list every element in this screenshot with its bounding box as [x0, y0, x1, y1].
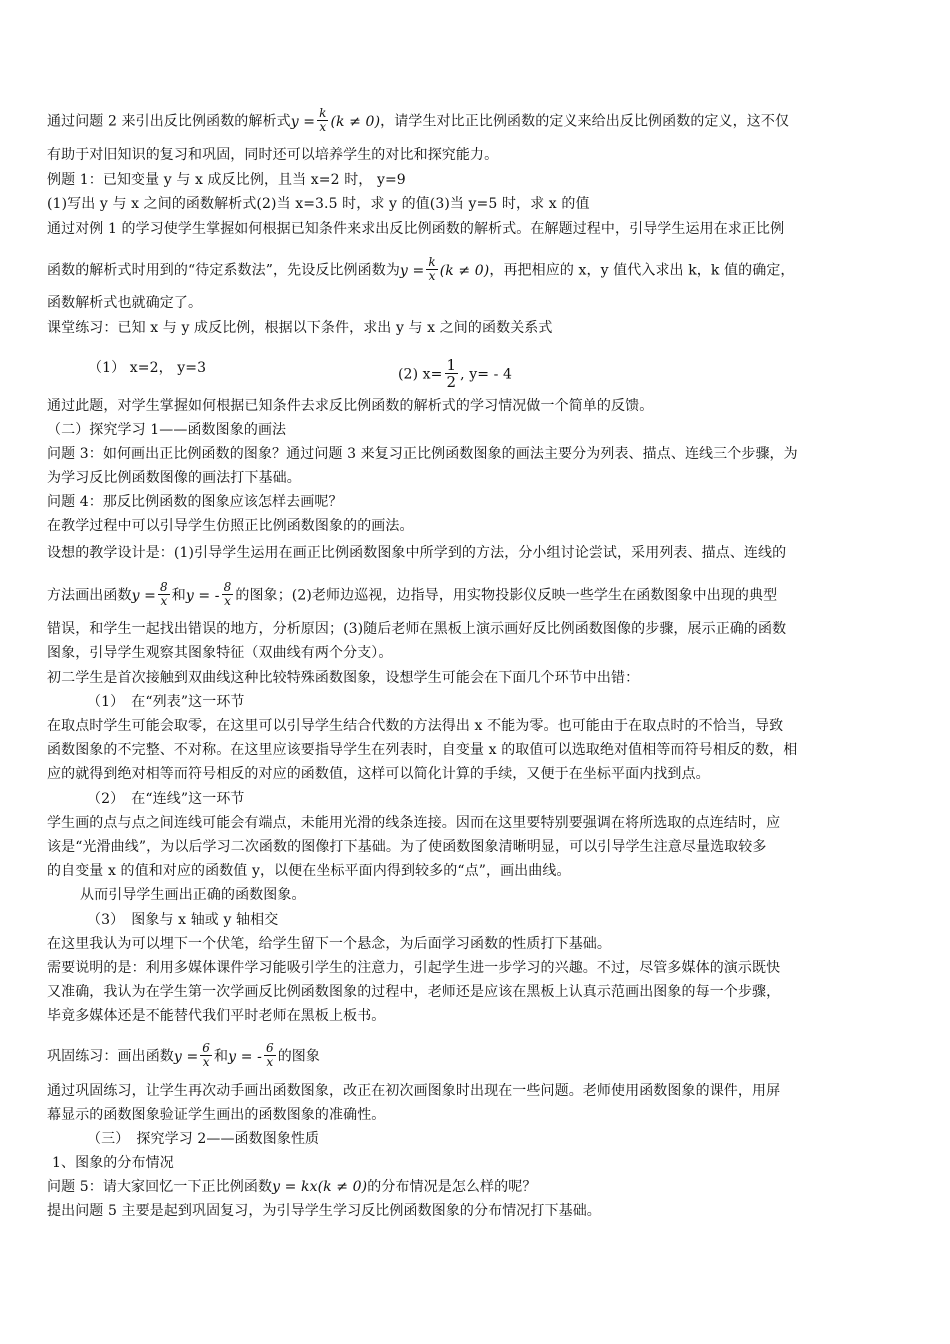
formula-6-over-x [173, 1041, 214, 1069]
paragraph-line: 在这里我认为可以埋下一个伏笔，给学生留下一个悬念，为后面学习函数的性质打下基础。 [47, 936, 611, 952]
paragraph-line: 在取点时学生可能会取零，在这里可以引导学生结合代数的方法得出 x 不能为零。也可能由于在取点时的不恰当，导致 [47, 718, 784, 734]
paragraph-line: 从而引导学生画出正确的函数图象。 [80, 887, 306, 903]
fraction-numerator: 8 [223, 580, 232, 594]
formula-lhs: y = [131, 587, 156, 604]
formula-8-over-x [131, 580, 172, 608]
fraction-numerator: 6 [265, 1041, 274, 1055]
paragraph-line: 错误，和学生一起找出错误的地方，分析原因；(3)随后老师在黑板上演示画好反比例函数图像的步骤，展示正确的函数 [47, 621, 787, 637]
practice-item-1: （1） x=2， y=3 [88, 360, 207, 376]
formula-lhs: y = [173, 1048, 199, 1065]
direct-proportion-formula: y = kx(k ≠ 0) [272, 1179, 368, 1195]
text-run: 问题 5：请大家回忆一下正比例函数 [47, 1179, 273, 1195]
formula-minus-6-over-x [228, 1041, 278, 1069]
step-heading-2: （2） 在“连线”这一环节 [87, 791, 245, 807]
text-run: 通过问题 2 来引出反比例函数的解析式 [47, 113, 291, 130]
text-run: (2) x= [398, 366, 443, 383]
formula-lhs: y = - [228, 1048, 262, 1065]
text-run: 方法画出函数 [47, 587, 132, 604]
text-run: 的图象；(2)老师边巡视，边指导，用实物投影仪反映一些学生在函数图象中出现的典型 [235, 587, 778, 604]
step-heading-1: （1） 在“列表”这一环节 [87, 694, 245, 710]
question-4: 问题 4：那反比例函数的图象应该怎样去画呢？ [47, 494, 343, 510]
paragraph-line: 需要说明的是：利用多媒体课件学习能吸引学生的注意力，引起学生进一步学习的兴趣。不过，尽管多媒体的演示既快 [47, 960, 781, 976]
paragraph-line: 在教学过程中可以引导学生仿照正比例函数图象的的画法。 [47, 518, 414, 534]
fraction-numerator: 1 [446, 356, 457, 374]
fraction [200, 1042, 212, 1069]
text-run: 和 [214, 1048, 229, 1065]
fraction-denominator: x [224, 594, 231, 608]
text-run: ，请学生对比正比例函数的定义来给出反比例函数的定义，这不仅 [380, 113, 790, 130]
formula-lhs: y = [399, 262, 425, 279]
section-heading: （二）探究学习 1——函数图象的画法 [47, 422, 287, 438]
paragraph-line: 通过此题，对学生掌握如何根据已知条件去求反比例函数的解析式的学习情况做一个简单的反馈。 [47, 398, 654, 414]
fraction [426, 256, 437, 283]
paragraph-line: 提出问题 5 主要是起到巩固复习，为引导学生学习反比例函数图象的分布情况打下基础。 [47, 1203, 601, 1219]
fraction-denominator: 2 [446, 373, 457, 391]
example-questions: (1)写出 y 与 x 之间的函数解析式(2)当 x=3.5 时，求 y 的值(3)当 y=5 时，求 x 的值 [47, 196, 590, 212]
practice-item-2 [398, 356, 698, 391]
fraction-numerator: 8 [160, 580, 168, 594]
paragraph-line: 函数图象的不完整、不对称。在这里应该要指导学生在列表时，自变量 x 的取值可以选取绝对值相等而符号相反的数，相 [47, 742, 798, 758]
text-run: 巩固练习：画出函数 [47, 1048, 174, 1065]
paragraph-line: 学生画的点与点之间连线可能会有端点，未能用光滑的线条连接。因而在这里要特别要强调在将所选取的点连结时，应 [47, 815, 781, 831]
paragraph-line: 有助于对旧知识的复习和巩固，同时还可以培养学生的对比和探究能力。 [47, 147, 499, 163]
step-heading-3: （3） 图象与 x 轴或 y 轴相交 [87, 912, 279, 928]
fraction-denominator: x [266, 1055, 274, 1069]
paragraph-line: 图象，引导学生观察其图象特征（双曲线有两个分支）。 [47, 645, 393, 661]
fraction [158, 581, 170, 608]
subsection-heading: 1、图象的分布情况 [52, 1155, 174, 1171]
inverse-formula [290, 106, 381, 134]
fraction-numerator: k [428, 255, 436, 269]
fraction-denominator: x [428, 269, 436, 283]
formula-minus-8-over-x [185, 580, 236, 608]
fraction-numerator: k [319, 106, 327, 120]
text-run: 函数的解析式时用到的“待定系数法”，先设反比例函数为 [47, 262, 400, 279]
paragraph-line: 又准确，我认为在学生第一次学画反比例函数图象的过程中，老师还是应该在黑板上认真示范画出图象的每一个步骤， [47, 984, 781, 1000]
formula-condition: (k ≠ 0) [439, 262, 490, 279]
text-run: , y= - 4 [460, 366, 513, 383]
paragraph-line [47, 255, 907, 283]
fraction-denominator: x [160, 594, 168, 608]
fraction-denominator: x [202, 1055, 210, 1069]
fraction-denominator: x [319, 120, 327, 134]
section-heading: （三） 探究学习 2——函数图象性质 [87, 1131, 320, 1147]
paragraph-line: 设想的教学设计是：(1)引导学生运用在画正比例函数图象中所学到的方法，分小组讨论尝试，采用列表、描点、连线的 [47, 545, 787, 561]
text-run: ，再把相应的 x，y 值代入求出 k，k 值的确定， [489, 262, 795, 279]
paragraph-line: 为学习反比例函数图像的画法打下基础。 [47, 470, 301, 486]
paragraph-line: 问题 3：如何画出正比例函数的图象？通过问题 3 来复习正比例函数图象的画法主要分为列表、描点、连线三个步骤，为 [47, 446, 798, 462]
paragraph-line: 初二学生是首次接触到双曲线这种比较特殊函数图象，设想学生可能会在下面几个环节中出错： [47, 670, 640, 686]
formula-lhs: y = - [185, 587, 220, 604]
fraction [222, 581, 234, 608]
paragraph-line: 该是“光滑曲线”，为以后学习二次函数的图像打下基础。为了使函数图象清晰明显，可以引导学生注意尽量选取较多 [47, 839, 767, 855]
example-title: 例题 1：已知变量 y 与 x 成反比例，且当 x=2 时， y=9 [47, 172, 406, 188]
fraction-numerator: 6 [202, 1041, 211, 1055]
formula-lhs: y = [290, 113, 316, 130]
paragraph-line: 毕竟多媒体还是不能替代我们平时老师在黑板上板书。 [47, 1008, 386, 1024]
paragraph-line: 应的就得到绝对相等而符号相反的对应的函数值，这样可以简化计算的手续，又便于在坐标平面内找到点。 [47, 766, 710, 782]
fraction [264, 1042, 276, 1069]
paragraph-line: 函数解析式也就确定了。 [47, 295, 203, 311]
paragraph-line: 幕显示的函数图象验证学生画出的函数图象的准确性。 [47, 1107, 386, 1123]
paragraph-line: 通过对例 1 的学习使学生掌握如何根据已知条件来求出反比例函数的解析式。在解题过程中，引导学生运用在求正比例 [47, 221, 785, 237]
inverse-formula [399, 255, 490, 283]
paragraph-line [47, 106, 907, 134]
formula-condition: (k ≠ 0) [330, 113, 381, 130]
paragraph-line: 通过巩固练习，让学生再次动手画出函数图象，改正在初次画图象时出现在一些问题。老师使用函数图象的课件，用屏 [47, 1083, 781, 1099]
fraction [317, 107, 328, 134]
question-5 [47, 1177, 907, 1197]
paragraph-line [47, 580, 907, 608]
text-run: 的图象 [277, 1048, 320, 1065]
text-run: 的分布情况是怎么样的呢？ [367, 1179, 537, 1195]
text-run: 和 [171, 587, 186, 604]
fraction [445, 357, 459, 390]
consolidation-practice [47, 1041, 907, 1069]
practice-title: 课堂练习：已知 x 与 y 成反比例，根据以下条件，求出 y 与 x 之间的函数关系式 [47, 320, 553, 336]
paragraph-line: 的自变量 x 的值和对应的函数值 y，以便在坐标平面内得到较多的“点”，画出曲线。 [47, 863, 571, 879]
